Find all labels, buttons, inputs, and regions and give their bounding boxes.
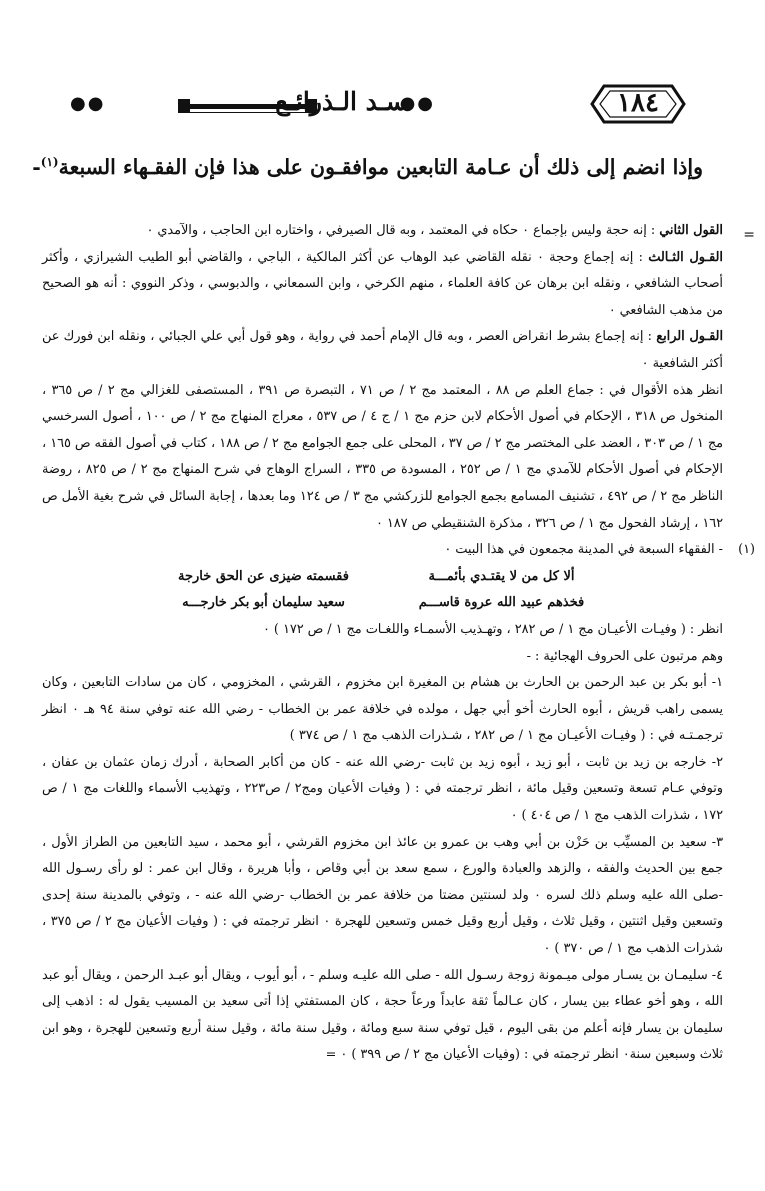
opinion-four-text: : إنه إجماع بشرط انقراض العصر ، وبه قال الإمام أحمد في رواية ، وهو قول أبي علي الجبائي ، ونقله ابن فورك عن أكثر الشافعية ٠ bbox=[42, 329, 723, 371]
rule-end-left bbox=[178, 99, 190, 113]
poem-line-2-hemistich-a: فخذهم عبيد الله عروة قاســـم bbox=[418, 595, 585, 611]
opinion-three-text: : إنه إجماع وحجة ٠ نقله القاضي عبد الوهاب عن أكثر المالكية ، الباجي ، والقاضي أبو الطيب الشيرازي ، وأكثر أصحاب الشافعي ، ونقله ابن برهان عن كافة العلماء ، منهم الكرخي ، وابن السمعاني ، والدبوسي ، وذكر النووي : أنه هو الصحيح من مذهب الشافعي ٠ bbox=[42, 249, 723, 318]
footnote-one-ref: (١) bbox=[738, 542, 755, 558]
opinion-two-label: القول الثاني bbox=[659, 223, 723, 238]
footnote-one-intro: - الفقهاء السبعة في المدينة مجمعون في هذا البيت ٠ bbox=[444, 542, 723, 558]
header-dots-left: ●● bbox=[70, 93, 106, 114]
biography-3: ٣- سعيد بن المسيِّب بن حَزْن بن أبي وهب بن عمرو بن عائذ ابن مخزوم القرشي ، أبو محمد ، سيد التابعين من الطراز الأول ، جمع بين الحديث والفقه ، والزهد والعبادة والورع ، سمع سعد بن أبي وقاص ، وأبا هريرة ، وقال ابن عمر : لو رأى رسـول الله -صلى الله عليه وسلم ذلك لسره ٠ ولد لسنتين مضتا من خلافة عمر بن الخطاب -رضي الله عنه - ، وتوفي بالمدينة سنة إحدى وتسعين وقيل اثنتين ، وقيل ثلاث ، وقيل أربع وقيل خمس وتسعين للهجرة ٠ انظر ترجمته في : ( وفيات الأعيان مج ٢ / ص ٣٧٥ ، شذرات الذهب مج ١ / ص ٣٧٠ ) ٠ bbox=[42, 834, 723, 957]
page-number: ١٨٤ bbox=[617, 88, 659, 118]
header-dots-right: ●● bbox=[399, 93, 435, 114]
opinion-two bbox=[42, 218, 723, 245]
biography-4 bbox=[42, 963, 723, 1069]
poem-line-2 bbox=[42, 590, 723, 617]
opinion-four bbox=[42, 324, 723, 377]
opinion-three-label: القـول الثـالث bbox=[648, 249, 723, 265]
biography-4-text: ٤- سليمـان بن يسـار مولى ميـمونة زوجة رسـول الله - صلى الله عليـه وسلم - ، أبو أيوب ، ويقال أبو عبـد الرحمن ، ويقال أبو عبد الله ، وهو أخو عطاء بين يسار ، كان عـالماً ثقة عابداً ورعاً حجة ، كان المستفتي إذا أتى سعيد بن المسيب يقول له : اذهب إلى سليمان بن يسار فإنه أعلم من بقى اليوم ، قيل توفي سنة سبع ومائة ، وقيل سنة مائة ، وقيل سنة أربع وتسعين للهجرة ، وهو ابن ثلاث وسبعين سنة٠ انظر ترجمته في : (وفيات الأعيان مج ٢ / ص ٣٩٩ ) ٠ bbox=[42, 967, 723, 1063]
biography-2: ٢- خارجه بن زيد بن ثابت ، أبو زيد ، أبوه زيد بن ثابت -رضي الله عنه - كان من أكابر الصحابة ، أدرك زمان عثمان بن عفان ، وتوفي عـام تسعة وتسعين وقيل مائة ، انظر ترجمته في : ( وفيات الأعيان ومج٢ / ص٢٢٣ ، وتهذيب الأسماء واللغات مج ١ / ص ١٧٢ ، شذرات الذهب مج ١ / ص ٤٠٤ ) ٠ bbox=[42, 754, 723, 824]
main-dash: - bbox=[32, 155, 41, 179]
poem-line-2-hemistich-b: سعيد سليمان أبو بكر خارجـــه bbox=[182, 595, 345, 611]
poem-source: انظر : ( وفيـات الأعيـان مج ١ / ص ٢٨٢ ، وتهـذيب الأسمـاء واللغـات مج ١ / ص ١٧٢ ) ٠ bbox=[262, 621, 723, 637]
sources-paragraph: انظر هذه الأقوال في : جماع العلم ص ٨٨ ، المعتمد مج ٢ / ص ٧١ ، التبصرة ص ٣٩١ ، المستصفى للغزالي مج ٢ / ص ٣٦٥ ، المنخول ص ٣١٨ ، الإحكام في أصول الأحكام لابن حزم مج ١ / ج ٤ / ص ٥٣٧ ، معراج المنهاج مج ٢ / ص ١٠٠ ، أصول السرخسي مج ١ / ص ٣٠٣ ، العضد على المختصر مج ٢ / ص ٣٧ ، المحلى على جمع الجوامع مج ٢ / ص ١٨٨ ، كتاب في أصول الفقه ص ١٦٥ ، الإحكام في أصول الأحكام للآمدي مج ١ / ص ٢٥٢ ، المسودة ص ٣٣٥ ، السراج الوهاج في شرح المنهاج مج ٢ / ص ٨٢٥ ، روضة الناظر مج ٢ / ص ٤٩٢ ، تشنيف المسامع بجمع الجوامع للزركشي مج ٣ / ص ١٢٤ وما بعدها ، إجابة السائل في شرح بغية الأمل ص ١٦٢ ، إرشاد الفحول مج ١ / ص ٣٢٦ ، مذكرة الشنقيطي ص ١٨٧ ٠ bbox=[42, 382, 723, 531]
running-header bbox=[40, 82, 725, 132]
main-text-line bbox=[22, 155, 703, 179]
footnote-one bbox=[42, 537, 755, 564]
opinion-four-label: القـول الرابع bbox=[656, 329, 723, 345]
opinion-three bbox=[42, 245, 723, 325]
opinion-two-text: : إنه حجة وليس بإجماع ٠ حكاه في المعتمد ، وبه قال الصيرفي ، واختاره ابن الحاجب ، والآمدي ٠ bbox=[146, 223, 656, 238]
poem-line-1 bbox=[42, 564, 723, 591]
poem-line-1-hemistich-a: ألا كل من لا يقتـدي بأئمـــة bbox=[428, 568, 575, 584]
running-title: سـد الـذرائـع bbox=[275, 87, 407, 116]
page-number-badge bbox=[590, 84, 686, 124]
end-continuation-marker: = bbox=[325, 1047, 337, 1063]
ordering-note: وهم مرتبون على الحروف الهجائية : - bbox=[526, 648, 723, 664]
main-footnote-ref: (١) bbox=[40, 155, 59, 170]
footnotes-block bbox=[42, 218, 755, 1069]
main-text: وإذا انضم إلى ذلك أن عـامة التابعين موافقـون على هذا فإن الفقـهاء السبعة bbox=[58, 155, 703, 179]
poem-line-1-hemistich-b: فقسمته ضيزى عن الحق خارجة bbox=[178, 568, 349, 584]
biography-1: ١- أبو بكر بن عبد الرحمن بن الحارث بن هشام بن المغيرة ابن مخزوم ، القرشي ، المخزومي ، كان من سادات التابعين ، وكان يسمى راهب قريش ، أبوه الحارث أخو أبي جهل ، مولده في خلافة عمر بن الخطاب - رضي الله عنه توفي سنة ٩٤ هـ ٠ انظر ترجمـتـه في : ( وفيـات الأعيـان مج ١ / ص ٢٨٢ ، شـذرات الذهب مج ١ / ص ٣٧٤ ) bbox=[42, 675, 724, 744]
continuation-marker: = bbox=[743, 227, 755, 243]
